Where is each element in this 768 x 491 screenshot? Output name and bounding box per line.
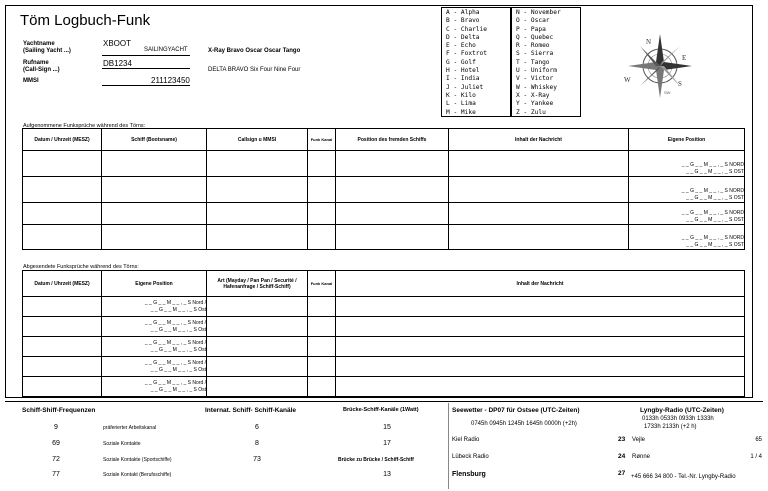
tx-own-position-cell[interactable]: _ _ G _ _ M _ _ , _ S Nord / _ _ G _ _ M _ _ , _ S Ost — [102, 317, 207, 337]
ship-channel: 77 — [52, 471, 60, 478]
alphabet-list-left — [442, 8, 510, 117]
yachtname-label: Yachtname — [23, 41, 55, 47]
sent-row[interactable] — [23, 297, 745, 317]
alphabet-entry: I - India — [446, 75, 480, 83]
sent-table — [22, 270, 745, 397]
compass-s: S — [678, 80, 682, 88]
alphabet-entry: B - Bravo — [446, 17, 480, 25]
alphabet-entry: C - Charlie — [446, 25, 487, 33]
ship-channel: 69 — [52, 440, 60, 447]
lyngby-phone: +45 666 34 800 - Tel.-Nr. Lyngby-Radio — [631, 474, 736, 480]
alphabet-entry: G - Golf — [446, 58, 476, 66]
compass-sw: SW — [664, 90, 671, 95]
yachtname-spelled: X-Ray Bravo Oscar Oscar Tango — [208, 48, 301, 54]
yacht-type-value[interactable]: SAILINGYACHT — [144, 47, 188, 53]
tx-own-position-cell[interactable]: _ _ G _ _ M _ _ , _ S Nord / _ _ G _ _ M _ _ , _ S Ost — [102, 297, 207, 317]
bottom-separator-1 — [448, 403, 449, 489]
rx-own-position-cell[interactable]: _ _ G _ _ M _ _ , _ S NORD _ _ G _ _ M _ _ , _ S OST — [629, 177, 745, 203]
rx-col-channel: Funk Kanal — [308, 129, 336, 151]
rufname-underline — [102, 68, 190, 69]
yachtname-value[interactable]: XBOOT — [103, 39, 132, 48]
alphabet-entry: E - Echo — [446, 42, 476, 50]
ship-channel-desc: Soziale Kontakt (Berufsschiffe) — [103, 472, 172, 478]
received-table — [22, 128, 745, 250]
weather-channel: 24 — [618, 453, 626, 460]
lyngby-times-2: 1733h 2133h (+2 h) — [644, 424, 697, 430]
bridge-channel-label: Brücke zu Brücke / Schiff-Schiff — [338, 457, 414, 463]
lyngby-times-1: 0133h 0533h 0933h 1333h — [642, 416, 714, 422]
alphabet-entry: D - Delta — [446, 33, 480, 41]
lyngby-title: Lyngby-Radio (UTC-Zeiten) — [640, 407, 724, 414]
alphabet-entry: S - Sierra — [516, 50, 554, 58]
intl-channel: 73 — [253, 456, 261, 463]
rx-col-datetime: Datum / Uhrzeit (MESZ) — [23, 129, 102, 151]
intl-channel: 8 — [255, 440, 259, 447]
tx-col-message: Inhalt der Nachricht — [336, 271, 745, 297]
alphabet-list-right — [512, 8, 580, 117]
rx-own-position-cell[interactable]: _ _ G _ _ M _ _ , _ S NORD _ _ G _ _ M _ _ , _ S OST — [629, 225, 745, 250]
rx-col-callsign: Callsign u MMSI — [207, 129, 308, 151]
rx-col-own-position: Eigene Position — [629, 129, 745, 151]
weather-times: 0745h 0945h 1245h 1645h 0000h (+2h) — [471, 421, 577, 427]
ship-channel: 72 — [52, 456, 60, 463]
weather-title: Seewetter - DP07 für Ostsee (UTC-Zeiten) — [452, 407, 580, 414]
alphabet-entry: A - Alpha — [446, 9, 480, 16]
sent-row[interactable] — [23, 377, 745, 397]
sent-row[interactable] — [23, 337, 745, 357]
rufname-spelled: DELTA BRAVO Six Four Nine Four — [208, 67, 301, 73]
alphabet-box-left — [441, 7, 511, 117]
alphabet-entry: M - Mike — [446, 108, 476, 116]
received-row[interactable] — [23, 151, 745, 177]
alphabet-entry: V - Victor — [516, 75, 554, 83]
alphabet-entry: H - Hotel — [446, 67, 480, 75]
alphabet-entry: N - November — [516, 9, 561, 16]
received-header-row — [23, 129, 745, 151]
ship-channel-desc: Soziale Kontakte (Sportschiffe) — [103, 457, 172, 463]
weather-station: Lübeck Radio — [452, 454, 489, 460]
alphabet-entry: O - Oscar — [516, 17, 550, 25]
tx-col-datetime: Datum / Uhrzeit (MESZ) — [23, 271, 102, 297]
compass-n: N — [646, 38, 652, 46]
rx-col-ship: Schiff (Bootsname) — [102, 129, 207, 151]
alphabet-entry: R - Romeo — [516, 42, 550, 50]
rx-col-other-position: Position des fremden Schiffs — [336, 129, 449, 151]
received-row[interactable] — [23, 203, 745, 225]
ship-channel-desc: Soziale Kontakte — [103, 441, 141, 447]
mmsi-label: MMSI — [23, 78, 39, 84]
mmsi-value[interactable]: 211123450 — [151, 76, 190, 85]
yachtname-underline — [102, 55, 190, 56]
sent-header-row — [23, 271, 745, 297]
ship-channel: 9 — [54, 424, 58, 431]
alphabet-entry: Q - Quebec — [516, 33, 554, 41]
weather-channel: 27 — [618, 470, 626, 477]
bridge-channel: 15 — [383, 424, 391, 431]
weather-station: Flensburg — [452, 471, 486, 478]
tx-own-position-cell[interactable]: _ _ G _ _ M _ _ , _ S Nord / _ _ G _ _ M _ _ , _ S Ost — [102, 337, 207, 357]
received-row[interactable] — [23, 225, 745, 250]
rx-own-position-cell[interactable]: _ _ G _ _ M _ _ , _ S NORD _ _ G _ _ M _ _ , _ S OST — [629, 203, 745, 225]
rx-own-position-cell[interactable]: _ _ G _ _ M _ _ , _ S NORD _ _ G _ _ M _ _ , _ S OST — [629, 151, 745, 177]
compass-e: E — [682, 54, 687, 62]
alphabet-entry: Z - Zulu — [516, 108, 546, 116]
bridge-channels-title: Brücke-Schiff-Kanäle (1Watt) — [343, 407, 419, 413]
sent-row[interactable] — [23, 317, 745, 337]
tx-own-position-cell[interactable]: _ _ G _ _ M _ _ , _ S Nord / _ _ G _ _ M _ _ , _ S Ost — [102, 377, 207, 397]
rx-col-message: Inhalt der Nachricht — [449, 129, 629, 151]
alphabet-entry: T - Tango — [516, 58, 550, 66]
received-caption: Aufgenommene Funksprüche während des Törns: — [23, 123, 146, 129]
mmsi-underline — [102, 85, 190, 86]
tx-col-channel: Funk Kanal — [308, 271, 336, 297]
alphabet-entry: J - Juliet — [446, 83, 484, 91]
alphabet-entry: U - Uniform — [516, 67, 557, 75]
lyngby-channel: 1 / 4 — [750, 454, 762, 460]
intl-channels-title: Internat. Schiff- Schiff-Kanäle — [205, 407, 297, 414]
intl-channel: 6 — [255, 424, 259, 431]
received-row[interactable] — [23, 177, 745, 203]
tx-col-type: Art (Mayday / Pan Pan / Securité / Hafenanfrage / Schiff-Schiff) — [207, 271, 308, 297]
alphabet-entry: F - Foxtrot — [446, 50, 487, 58]
alphabet-entry: X - X-Ray — [516, 91, 550, 99]
lyngby-station: Vejle — [632, 437, 646, 443]
tx-own-position-cell[interactable]: _ _ G _ _ M _ _ , _ S Nord / _ _ G _ _ M _ _ , _ S Ost — [102, 357, 207, 377]
rufname-label: Rufname — [23, 60, 49, 66]
weather-station: Kiel Radio — [452, 437, 480, 443]
alphabet-entry: L - Lima — [446, 100, 476, 108]
ship-frequencies-title: Schiff-Shiff-Frequenzen — [22, 407, 96, 414]
compass-rose-icon — [620, 30, 700, 98]
bridge-channel: 13 — [383, 471, 391, 478]
alphabet-entry: Y - Yankee — [516, 100, 554, 108]
lyngby-station: Rønne — [632, 454, 651, 460]
lyngby-channel: 65 — [755, 437, 762, 443]
page-title: Töm Logbuch-Funk — [20, 12, 151, 29]
alphabet-entry: P - Papa — [516, 25, 546, 33]
bridge-channel: 17 — [383, 440, 391, 447]
ship-channel-desc: präferierter Arbeitskanal — [103, 425, 157, 431]
callsign-label: (Call-Sign ...) — [23, 67, 60, 73]
weather-channel: 23 — [618, 436, 626, 443]
bottom-divider — [5, 401, 763, 402]
tx-col-own-position: Eigene Position — [102, 271, 207, 297]
rufname-value[interactable]: DB1234 — [103, 59, 132, 68]
sent-caption: Abgesendete Funksprüche während des Törns: — [23, 264, 139, 270]
alphabet-box-right — [511, 7, 581, 117]
alphabet-entry: K - Kilo — [446, 91, 476, 99]
alphabet-entry: W - Whiskey — [516, 83, 557, 91]
compass-w: W — [624, 76, 631, 84]
sailing-yacht-label: (Sailing Yacht ...) — [23, 48, 71, 54]
sent-row[interactable] — [23, 357, 745, 377]
